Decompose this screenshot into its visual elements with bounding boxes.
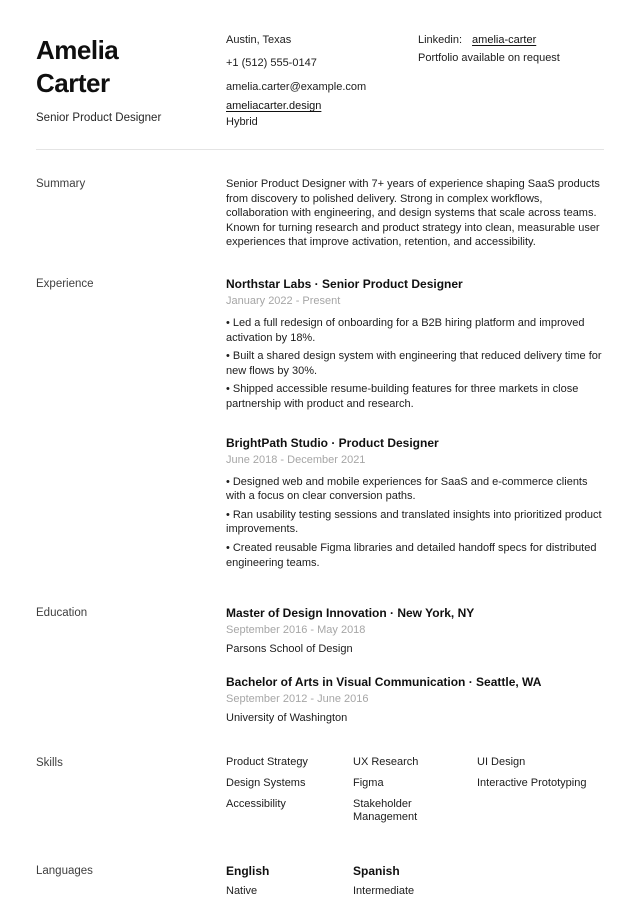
bullet-item bbox=[226, 475, 604, 504]
language-item bbox=[226, 864, 353, 897]
bullet-marker: • bbox=[226, 508, 230, 521]
links-column bbox=[418, 34, 604, 70]
contact-location: Austin, Texas bbox=[226, 34, 292, 46]
contact-column bbox=[226, 34, 418, 129]
section-label-experience: Experience bbox=[36, 277, 94, 290]
degree-dates: September 2012 - June 2016 bbox=[226, 693, 369, 706]
resume-header bbox=[36, 34, 604, 129]
section-experience bbox=[36, 277, 604, 574]
bullet-text: Shipped accessible resume-building features for three markets in close partnership with product and research. bbox=[226, 383, 579, 410]
job-title: BrightPath Studio · Product Designer bbox=[226, 435, 439, 450]
degree-title: Master of Design Innovation · New York, NY bbox=[226, 606, 475, 621]
skills-column bbox=[226, 756, 353, 832]
bullet-item bbox=[226, 316, 604, 345]
skills-grid bbox=[226, 756, 604, 832]
degree-dates: September 2016 - May 2018 bbox=[226, 624, 366, 637]
degree-school: University of Washington bbox=[226, 712, 348, 725]
header-identity bbox=[36, 34, 226, 124]
section-skills bbox=[36, 756, 604, 832]
bullet-marker: • bbox=[226, 383, 230, 396]
bullet-text: Ran usability testing sessions and translated insights into prioritized product improvements. bbox=[226, 508, 602, 536]
skill-item: UX Research bbox=[353, 756, 419, 769]
contact-email: amelia.carter@example.com bbox=[226, 81, 367, 93]
job-title: Northstar Labs · Senior Product Designer bbox=[226, 276, 463, 291]
section-languages bbox=[36, 864, 604, 897]
candidate-title: Senior Product Designer bbox=[36, 112, 162, 124]
language-name: English bbox=[226, 864, 270, 879]
skill-item: UI Design bbox=[477, 756, 526, 769]
contact-phone: +1 (512) 555-0147 bbox=[226, 57, 317, 69]
section-label-education: Education bbox=[36, 607, 88, 620]
bullet-text: Led a full redesign of onboarding for a B2B hiring platform and improved activation by 18%. bbox=[226, 316, 585, 344]
bullet-item bbox=[226, 382, 604, 411]
language-item bbox=[353, 864, 604, 897]
header-divider bbox=[36, 149, 604, 150]
bullet-text: Built a shared design system with engineering that reduced delivery time for new flows by 30%. bbox=[226, 350, 602, 377]
candidate-name: Amelia Carter bbox=[36, 35, 119, 98]
section-summary bbox=[36, 177, 604, 250]
skills-column bbox=[477, 756, 604, 832]
experience-item bbox=[226, 436, 604, 571]
summary-paragraph: Known for turning research and product strategy into clean, measurable user experiences that improve activation, retention, and accessibility. bbox=[226, 221, 600, 249]
education-content bbox=[226, 606, 604, 724]
portfolio-note: Portfolio available on request bbox=[418, 52, 560, 64]
bullet-marker: • bbox=[226, 350, 230, 363]
section-education bbox=[36, 606, 604, 724]
skills-column bbox=[353, 756, 477, 832]
section-label-summary: Summary bbox=[36, 178, 86, 190]
summary-paragraph: Senior Product Designer with 7+ years of experience shaping SaaS products from discovery to polished delivery. Strong in complex workflows, collaboration with engineering, and design systems that scale across teams. bbox=[226, 178, 600, 220]
section-label-skills: Skills bbox=[36, 757, 63, 770]
education-item bbox=[226, 675, 604, 724]
bullet-marker: • bbox=[226, 316, 230, 329]
skill-item: Figma bbox=[353, 777, 384, 790]
experience-item bbox=[226, 277, 604, 412]
bullet-item bbox=[226, 508, 604, 537]
languages-grid bbox=[226, 864, 604, 897]
bullet-marker: • bbox=[226, 541, 230, 554]
contact-work-mode: Hybrid bbox=[226, 116, 258, 128]
skill-item: Product Strategy bbox=[226, 756, 308, 769]
summary-content bbox=[226, 177, 604, 250]
skill-item: Interactive Prototyping bbox=[477, 777, 587, 790]
bullet-text: Created reusable Figma libraries and detailed handoff specs for distributed engineering teams. bbox=[226, 541, 597, 569]
skill-item: Design Systems bbox=[226, 777, 306, 790]
skill-item: Accessibility bbox=[226, 798, 286, 811]
language-level: Intermediate bbox=[353, 885, 415, 898]
bullet-item bbox=[226, 349, 604, 378]
linkedin-label: Linkedin: bbox=[418, 34, 463, 46]
section-label-languages: Languages bbox=[36, 865, 93, 878]
skill-item: Stakeholder Management bbox=[353, 798, 418, 824]
experience-content bbox=[226, 277, 604, 574]
degree-school: Parsons School of Design bbox=[226, 643, 353, 656]
job-dates: June 2018 - December 2021 bbox=[226, 453, 366, 466]
bullet-text: Designed web and mobile experiences for SaaS and e-commerce clients with a focus on clear conversion paths. bbox=[226, 475, 588, 503]
language-level: Native bbox=[226, 885, 258, 898]
job-dates: January 2022 - Present bbox=[226, 294, 341, 307]
contact-website-link[interactable]: ameliacarter.design bbox=[226, 100, 322, 112]
education-item bbox=[226, 606, 604, 655]
linkedin-link[interactable]: amelia-carter bbox=[472, 34, 537, 46]
degree-title: Bachelor of Arts in Visual Communication · Seattle, WA bbox=[226, 675, 542, 690]
language-name: Spanish bbox=[353, 864, 400, 879]
bullet-marker: • bbox=[226, 475, 230, 488]
bullet-item bbox=[226, 541, 604, 570]
